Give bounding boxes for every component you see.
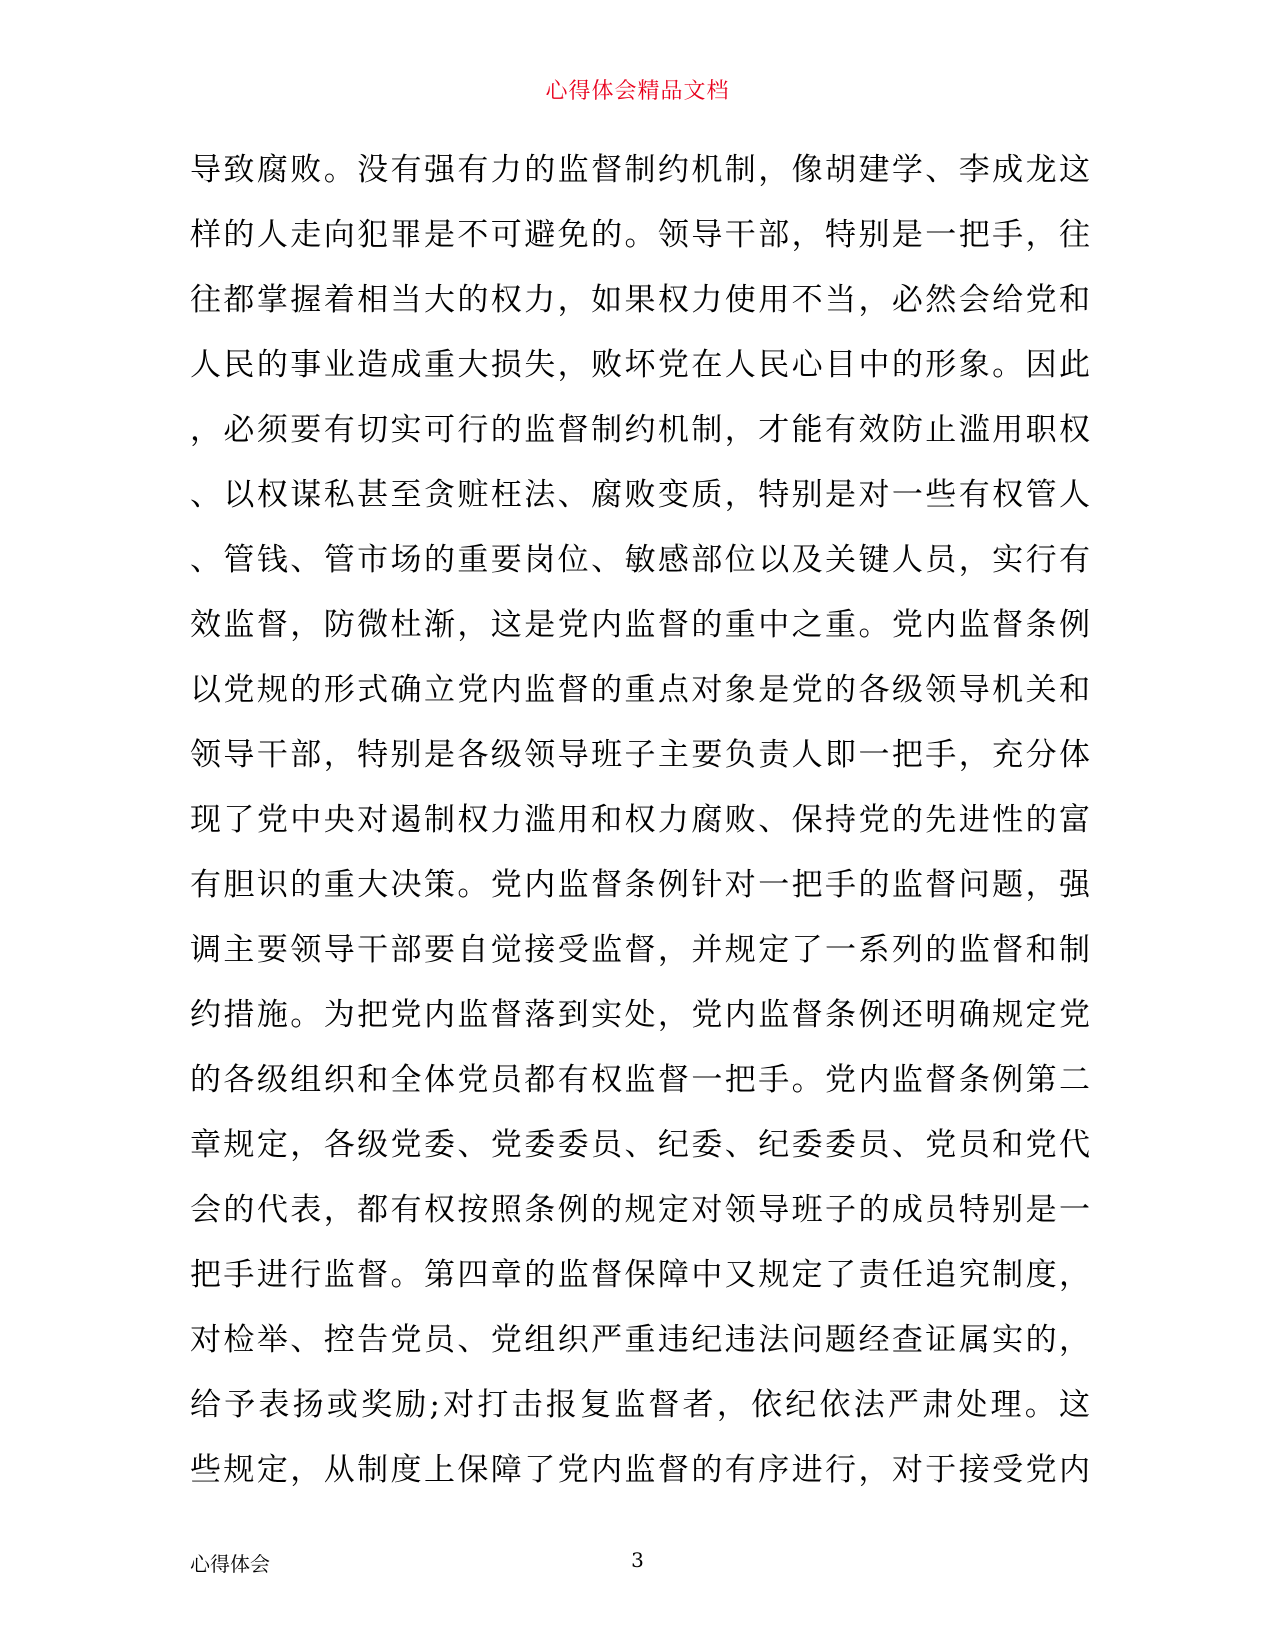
- text-line: 人民的事业造成重大损失，败坏党在人民心目中的形象。因此: [190, 347, 1090, 383]
- text-line: 效监督，防微杜渐，这是党内监督的重中之重。党内监督条例: [190, 607, 1090, 643]
- text-line: 、管钱、管市场的重要岗位、敏感部位以及关键人员，实行有: [190, 542, 1090, 578]
- text-line: 往都掌握着相当大的权力，如果权力使用不当，必然会给党和: [190, 282, 1090, 318]
- text-line: 样的人走向犯罪是不可避免的。领导干部，特别是一把手，往: [190, 217, 1090, 253]
- text-line: 把手进行监督。第四章的监督保障中又规定了责任追究制度，: [190, 1257, 1090, 1293]
- footer-label: 心得体会: [190, 1552, 270, 1576]
- text-line: 导致腐败。没有强有力的监督制约机制，像胡建学、李成龙这: [190, 152, 1090, 188]
- page-number: 3: [631, 1548, 644, 1572]
- text-line: 约措施。为把党内监督落到实处，党内监督条例还明确规定党: [190, 997, 1090, 1033]
- body-text: [190, 138, 1090, 1503]
- text-line: 章规定，各级党委、党委委员、纪委、纪委委员、党员和党代: [190, 1127, 1090, 1163]
- text-line: 领导干部，特别是各级领导班子主要负责人即一把手，充分体: [190, 737, 1090, 773]
- text-line: 会的代表，都有权按照条例的规定对领导班子的成员特别是一: [190, 1192, 1090, 1228]
- text-line: 现了党中央对遏制权力滥用和权力腐败、保持党的先进性的富: [190, 802, 1090, 838]
- text-line: ，必须要有切实可行的监督制约机制，才能有效防止滥用职权: [190, 412, 1090, 448]
- text-line: 以党规的形式确立党内监督的重点对象是党的各级领导机关和: [190, 672, 1090, 708]
- text-line: 的各级组织和全体党员都有权监督一把手。党内监督条例第二: [190, 1062, 1090, 1098]
- text-line: 对检举、控告党员、党组织严重违纪违法问题经查证属实的，: [190, 1322, 1090, 1358]
- text-line: 有胆识的重大决策。党内监督条例针对一把手的监督问题，强: [190, 867, 1090, 903]
- header-title: 心得体会精品文档: [545, 79, 730, 104]
- text-line: 给予表扬或奖励;对打击报复监督者，依纪依法严肃处理。这: [190, 1387, 1090, 1423]
- text-line: 、以权谋私甚至贪赃枉法、腐败变质，特别是对一些有权管人: [190, 477, 1090, 513]
- text-line: 些规定，从制度上保障了党内监督的有序进行，对于接受党内: [190, 1452, 1090, 1488]
- text-line: 调主要领导干部要自觉接受监督，并规定了一系列的监督和制: [190, 932, 1090, 968]
